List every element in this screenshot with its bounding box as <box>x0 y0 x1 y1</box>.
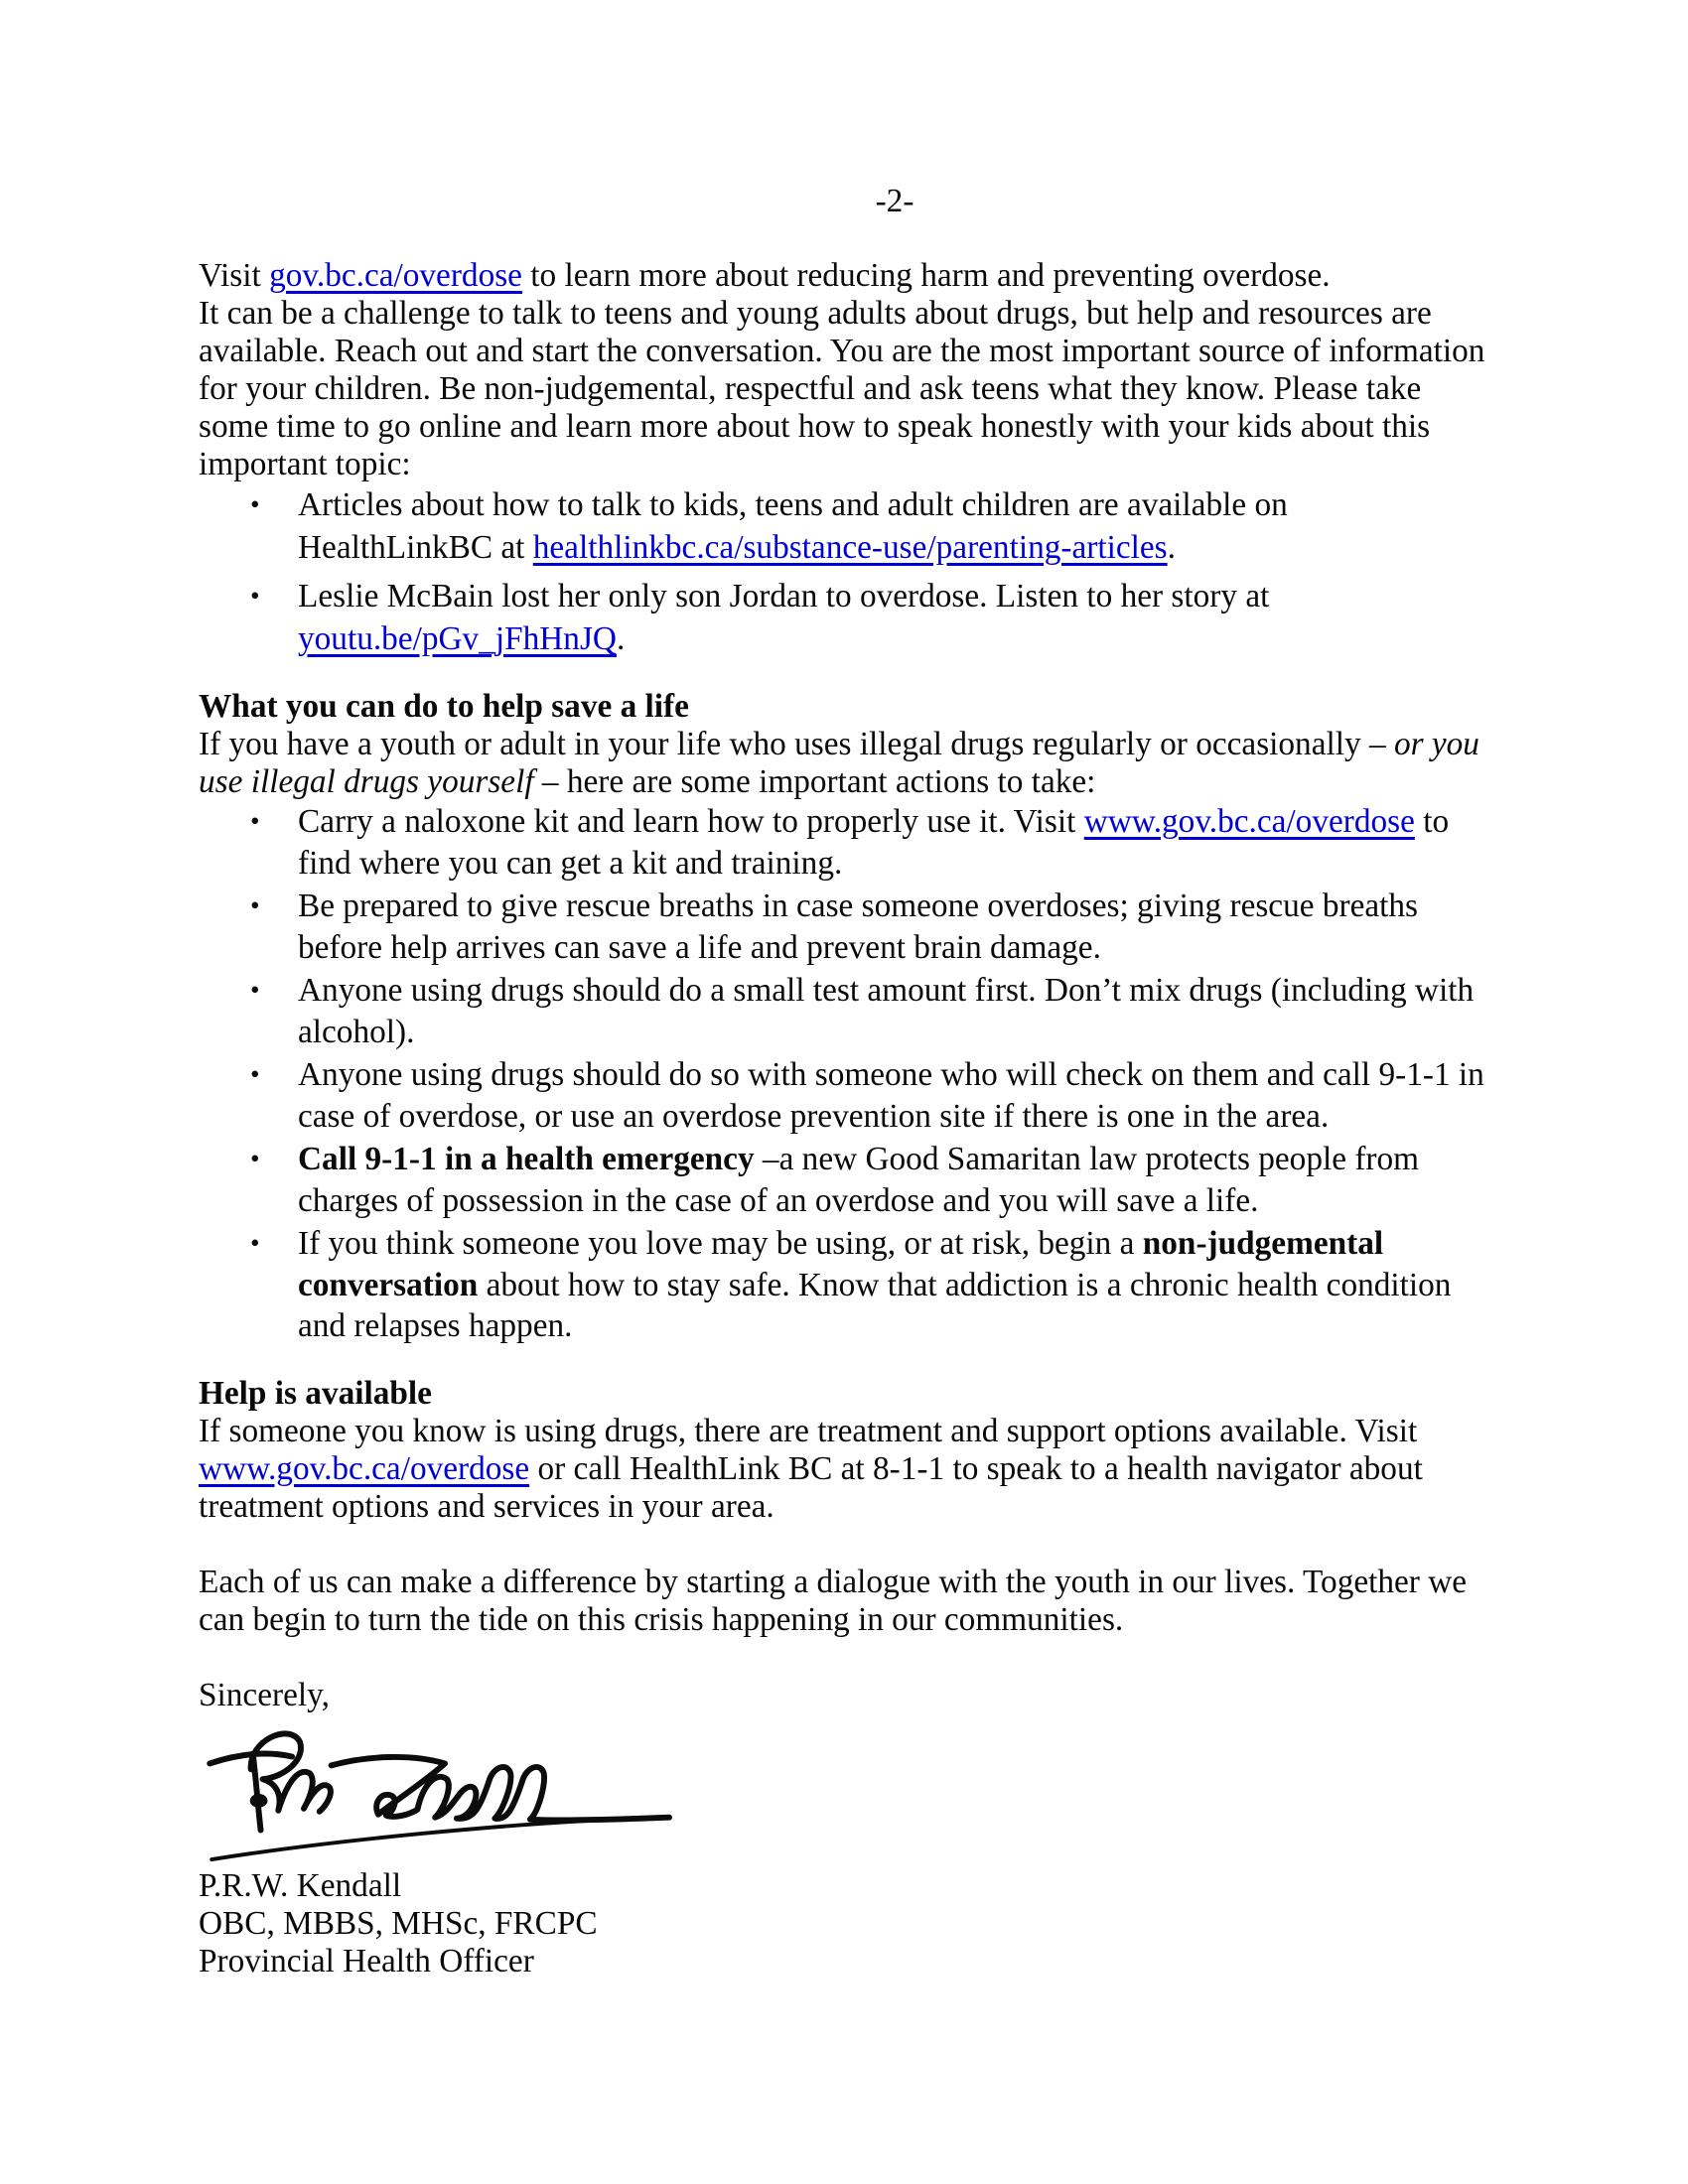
signer-name: P.R.W. Kendall <box>199 1866 402 1904</box>
intro-paragraph: It can be a challenge to talk to teens and young adults about drugs, but help and resources are available. Reach out and start the conversation. You are the most important source of information for your children. Be non-judgemental, respectful and ask teens what they know. Please take some time to go online and learn more about how to speak honestly with your kids about this important topic: <box>199 295 1485 482</box>
link-www-gov-bc-overdose[interactable]: www.gov.bc.ca/overdose <box>199 1449 530 1487</box>
save-a-life-intro <box>199 726 1489 801</box>
bullet-icon: • <box>250 581 260 611</box>
action-item-text: –a new Good Samaritan law protects people from charges of possession in the case of an overdose and you will save a life. <box>298 1141 1420 1219</box>
action-item-text: Anyone using drugs should do a small test amount first. Don’t mix drugs (including with alcohol). <box>298 972 1475 1050</box>
list-item-leslie-mcbain <box>199 575 1489 660</box>
resource-item-period: . <box>1167 529 1176 566</box>
action-item-text: to find where you can get a kit and training. <box>298 803 1450 882</box>
bullet-icon: • <box>250 890 260 920</box>
intro-visit-post: to learn more about reducing harm and preventing overdose. <box>521 257 1331 294</box>
help-body-pre: If someone you know is using drugs, there are treatment and support options available. Visit <box>199 1412 1418 1449</box>
link-youtube-story[interactable]: youtu.be/pGv_jFhHnJQ <box>298 620 617 657</box>
action-item-text: Be prepared to give rescue breaths in case someone overdoses; giving rescue breaths before help arrives can save a life and prevent brain damage. <box>298 887 1418 966</box>
intro-visit-line <box>199 257 1489 295</box>
list-item-use-with-someone <box>199 1054 1489 1137</box>
action-item-text: Carry a naloxone kit and learn how to properly use it. Visit <box>298 803 1084 840</box>
resource-item-period: . <box>616 620 626 657</box>
letter-content <box>199 183 1489 1980</box>
bullet-icon: • <box>250 489 260 519</box>
page-number: -2- <box>875 183 914 219</box>
intro-visit-pre: Visit <box>199 257 270 294</box>
valediction: Sincerely, <box>199 1676 330 1713</box>
list-item-test-amount <box>199 970 1489 1052</box>
list-item-naloxone <box>199 801 1489 884</box>
action-item-bold: Call 9-1-1 in a health emergency <box>298 1141 755 1177</box>
heading-save-a-life: What you can do to help save a life <box>199 688 689 725</box>
actions-list <box>199 801 1489 1347</box>
heading-help-available: Help is available <box>199 1374 432 1412</box>
parent-resources-list <box>199 483 1489 660</box>
closing-paragraph: Each of us can make a difference by starting a dialogue with the youth in our lives. Together we can begin to turn the tide on this crisis happening in our communities. <box>199 1563 1468 1638</box>
action-item-text: Anyone using drugs should do so with someone who will check on them and call 9-1-1 in case of overdose, or use an overdose prevention site if there is one in the area. <box>298 1056 1484 1135</box>
bullet-icon: • <box>250 806 260 836</box>
bullet-icon: • <box>250 975 260 1005</box>
action-item-text: If you think someone you love may be using, or at risk, begin a <box>298 1225 1143 1262</box>
bullet-icon: • <box>250 1144 260 1173</box>
link-healthlinkbc-parenting-articles[interactable]: healthlinkbc.ca/substance-use/parenting-articles <box>532 529 1168 566</box>
signer-title: Provincial Health Officer <box>199 1942 534 1979</box>
list-item-healthlink-articles <box>199 483 1489 569</box>
list-item-call-911 <box>199 1139 1489 1221</box>
signature-image <box>201 1720 697 1867</box>
link-www-gov-bc-overdose[interactable]: www.gov.bc.ca/overdose <box>1083 803 1415 840</box>
link-gov-bc-overdose[interactable]: gov.bc.ca/overdose <box>269 257 522 294</box>
bullet-icon: • <box>250 1059 260 1089</box>
help-body-post: or call HealthLink BC at 8-1-1 to speak to a health navigator about treatment options and services in your area. <box>199 1449 1423 1525</box>
save-intro-post: – here are some important actions to take: <box>533 763 1096 800</box>
help-available-paragraph <box>199 1413 1489 1526</box>
list-item-rescue-breaths <box>199 886 1489 968</box>
save-intro-italic: or you use illegal drugs yourself <box>199 726 1479 800</box>
signer-credentials: OBC, MBBS, MHSc, FRCPC <box>199 1904 598 1942</box>
bullet-icon: • <box>250 1228 260 1258</box>
action-item-text: about how to stay safe. Know that addiction is a chronic health condition and relapses happen. <box>298 1266 1452 1344</box>
resource-item-text: Leslie McBain lost her only son Jordan to overdose. Listen to her story at <box>298 578 1270 614</box>
save-intro-pre: If you have a youth or adult in your life who uses illegal drugs regularly or occasionally – <box>199 726 1394 762</box>
action-item-bold: non-judgemental conversation <box>298 1225 1384 1303</box>
list-item-conversation <box>199 1223 1489 1347</box>
resource-item-text: Articles about how to talk to kids, teens and adult children are available on HealthLinkBC at <box>298 486 1288 566</box>
